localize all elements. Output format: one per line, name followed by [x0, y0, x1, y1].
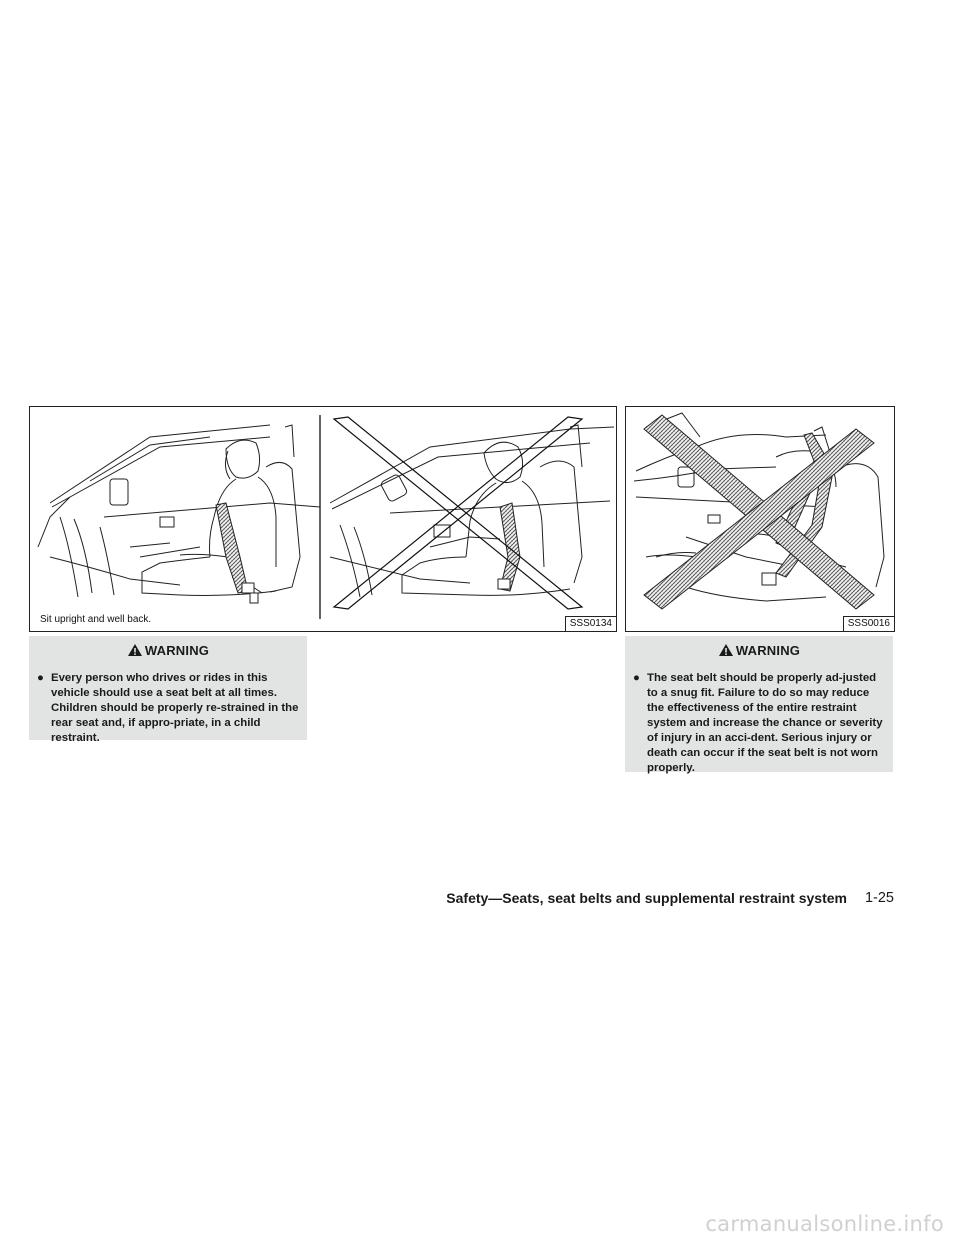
figure-sss0134	[29, 406, 617, 632]
bullet-marker: ●	[633, 672, 640, 684]
warning-text: The seat belt should be properly ad-justed to a snug fit. Failure to do so may reduce the effectiveness of the entire restraint system and increase the chance or severity of injury in an acci-dent. Serious injury or death can occur if the seat belt is not worn properly.	[647, 672, 883, 774]
warning-triangle-icon	[718, 643, 734, 660]
warning-box-right	[625, 636, 893, 772]
section-title: Safety—Seats, seat belts and supplemental restraint system	[446, 890, 847, 906]
warning-text: Every person who drives or rides in this vehicle should use a seat belt at all times. Children should be properly re-strained in the rear seat and, if appro-priate, in a child restraint.	[51, 672, 299, 744]
warning-box-left	[29, 636, 307, 744]
warning-heading-text: WARNING	[144, 643, 210, 658]
figure-id: SSS0134	[565, 616, 616, 631]
warning-triangle-icon	[127, 643, 143, 660]
figure-sss0016	[625, 406, 895, 632]
figure-caption: Sit upright and well back.	[40, 614, 152, 625]
seatbelt-illustration-correct-incorrect	[30, 407, 616, 631]
watermark: carmanualsonline.info	[705, 1212, 944, 1236]
figure-id: SSS0016	[843, 616, 894, 631]
warning-heading-text: WARNING	[735, 643, 801, 658]
warning-heading	[29, 636, 307, 661]
page-footer	[0, 890, 960, 914]
bullet-marker: ●	[37, 672, 44, 684]
page-number: 1-25	[864, 890, 894, 906]
seatbelt-illustration-misadjusted	[626, 407, 894, 631]
warning-heading	[625, 636, 893, 661]
